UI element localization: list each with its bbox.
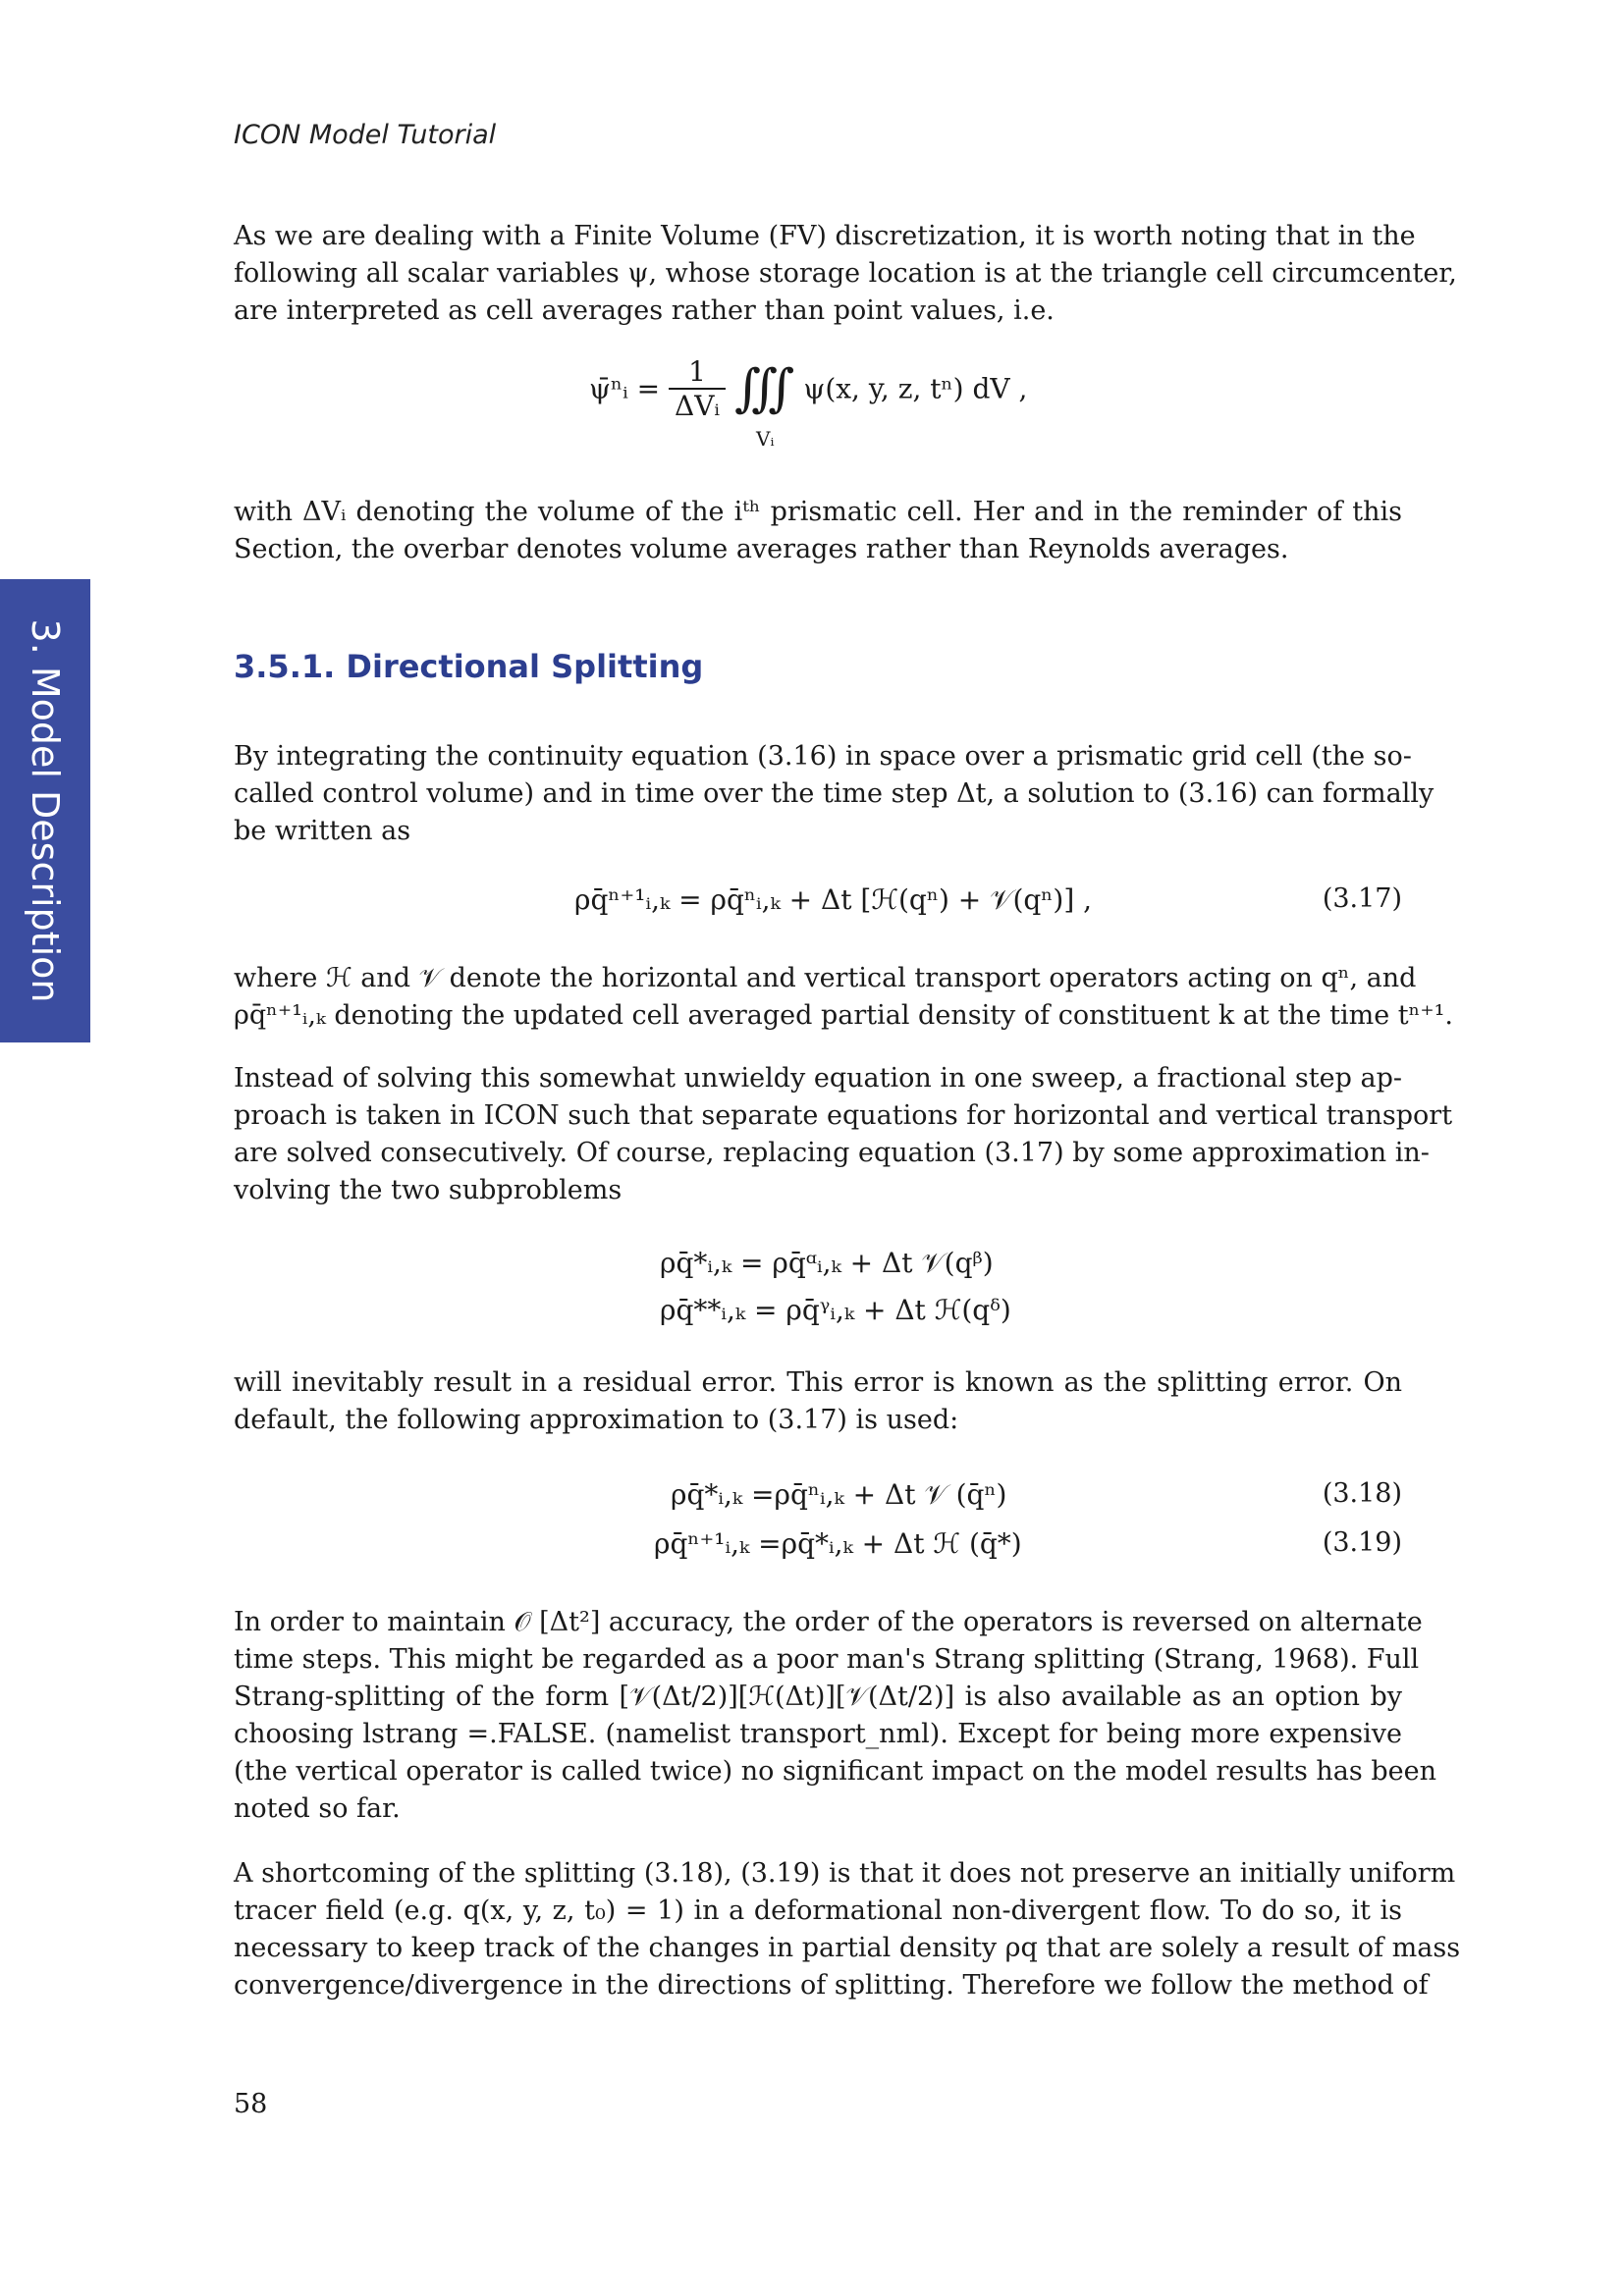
text-line: tracer field (e.g. q(x, y, z, t₀) = 1) in a deformational non-divergent flow. To do so, it is xyxy=(234,1896,1402,1926)
text-line: necessary to keep track of the changes in partial density ρq that are solely a result of mass xyxy=(234,1933,1461,1963)
paragraph-strang xyxy=(234,1604,1436,1828)
text-line: default, the following approximation to (3.17) is used: xyxy=(234,1405,959,1435)
paragraph-operators xyxy=(234,960,1453,1035)
text-line: Instead of solving this somewhat unwieldy equation in one sweep, a fractional step ap- xyxy=(234,1063,1402,1094)
equation-3-18: ρq̄*ᵢ,ₖ =ρq̄ⁿᵢ,ₖ + Δt 𝒱 (q̄ⁿ) xyxy=(671,1478,1007,1511)
text-line: As we are dealing with a Finite Volume (FV) discretization, it is worth noting that in the xyxy=(234,221,1416,251)
equation-3-17: ρq̄ⁿ⁺¹ᵢ,ₖ = ρq̄ⁿᵢ,ₖ + Δt [ℋ(qⁿ) + 𝒱(qⁿ)] , xyxy=(574,883,1093,916)
text-line: time steps. This might be regarded as a poor man's Strang splitting (Strang, 1968). Full xyxy=(234,1644,1420,1675)
eq-avg-rhs: ψ(x, y, z, tⁿ) dV , xyxy=(803,372,1028,405)
eq-avg-triple-integral: ∭ xyxy=(733,359,795,418)
equation-number: (3.18) xyxy=(1322,1478,1402,1509)
eq-avg-numerator: 1 xyxy=(669,355,726,390)
text-line: be written as xyxy=(234,816,411,846)
eq-avg-fraction xyxy=(669,355,726,422)
chapter-side-tab-label: 3. Model Description xyxy=(24,618,67,1003)
text-line: are interpreted as cell averages rather than point values, i.e. xyxy=(234,295,1055,326)
text-line: convergence/divergence in the directions of splitting. Therefore we follow the method of xyxy=(234,1970,1429,2001)
paragraph-continuity xyxy=(234,738,1435,850)
equation-subproblem-2: ρq̄**ᵢ,ₖ = ρq̄ᵞᵢ,ₖ + Δt ℋ(qᵟ) xyxy=(660,1294,1011,1326)
eq-avg-denominator: ΔVᵢ xyxy=(674,390,721,422)
paragraph-fv-intro xyxy=(234,218,1457,330)
text-line: A shortcoming of the splitting (3.18), (3.19) is that it does not preserve an initially uniform xyxy=(234,1858,1456,1889)
text-line: following all scalar variables ψ, whose storage location is at the triangle cell circumcenter, xyxy=(234,258,1457,289)
text-line: with ΔVᵢ denoting the volume of the iᵗʰ prismatic cell. Her and in the reminder of this xyxy=(234,497,1402,527)
text-line: called control volume) and in time over the time step Δt, a solution to (3.16) can formally xyxy=(234,778,1435,809)
eq-avg-lhs: ψ̄ⁿᵢ = xyxy=(589,372,661,405)
equation-3-19: ρq̄ⁿ⁺¹ᵢ,ₖ =ρq̄*ᵢ,ₖ + Δt ℋ (q̄*) xyxy=(654,1527,1022,1560)
text-line: Strang-splitting of the form [𝒱(Δt/2)][ℋ(Δt)][𝒱(Δt/2)] is also available as an option by xyxy=(234,1682,1402,1712)
text-line: ρq̄ⁿ⁺¹ᵢ,ₖ denoting the updated cell averaged partial density of constituent k at the time tⁿ⁺¹. xyxy=(234,1000,1453,1031)
section-heading: 3.5.1. Directional Splitting xyxy=(234,648,704,685)
paragraph-volume-def xyxy=(234,494,1402,568)
text-line: (the vertical operator is called twice) no significant impact on the model results has been xyxy=(234,1756,1436,1787)
text-line: noted so far. xyxy=(234,1793,401,1824)
page-number: 58 xyxy=(234,2089,268,2119)
paragraph-fractional-step xyxy=(234,1060,1453,1209)
text-line: By integrating the continuity equation (3.16) in space over a prismatic grid cell (the so- xyxy=(234,741,1412,772)
text-line: choosing lstrang =.FALSE. (namelist transport_nml). Except for being more expensive xyxy=(234,1719,1402,1749)
equation-subproblem-1: ρq̄*ᵢ,ₖ = ρq̄ᵅᵢ,ₖ + Δt 𝒱(qᵝ) xyxy=(660,1247,994,1279)
equation-cell-average xyxy=(589,355,1027,422)
text-line: are solved consecutively. Of course, replacing equation (3.17) by some approximation in- xyxy=(234,1138,1430,1168)
text-line: volving the two subproblems xyxy=(234,1175,623,1205)
equation-number: (3.19) xyxy=(1322,1527,1402,1558)
paragraph-shortcoming xyxy=(234,1855,1461,2004)
running-header: ICON Model Tutorial xyxy=(234,120,497,150)
equation-number: (3.17) xyxy=(1322,883,1402,914)
chapter-side-tab xyxy=(0,579,90,1042)
text-line: Section, the overbar denotes volume averages rather than Reynolds averages. xyxy=(234,534,1289,564)
text-line: In order to maintain 𝒪 [Δt²] accuracy, the order of the operators is reversed on alternate xyxy=(234,1607,1423,1637)
text-line: will inevitably result in a residual error. This error is known as the splitting error. On xyxy=(234,1367,1402,1398)
paragraph-splitting-error xyxy=(234,1364,1402,1439)
text-line: where ℋ and 𝒱 denote the horizontal and vertical transport operators acting on qⁿ, and xyxy=(234,963,1417,993)
eq-avg-domain: Vᵢ xyxy=(756,427,775,451)
text-line: proach is taken in ICON such that separate equations for horizontal and vertical transport xyxy=(234,1100,1453,1131)
